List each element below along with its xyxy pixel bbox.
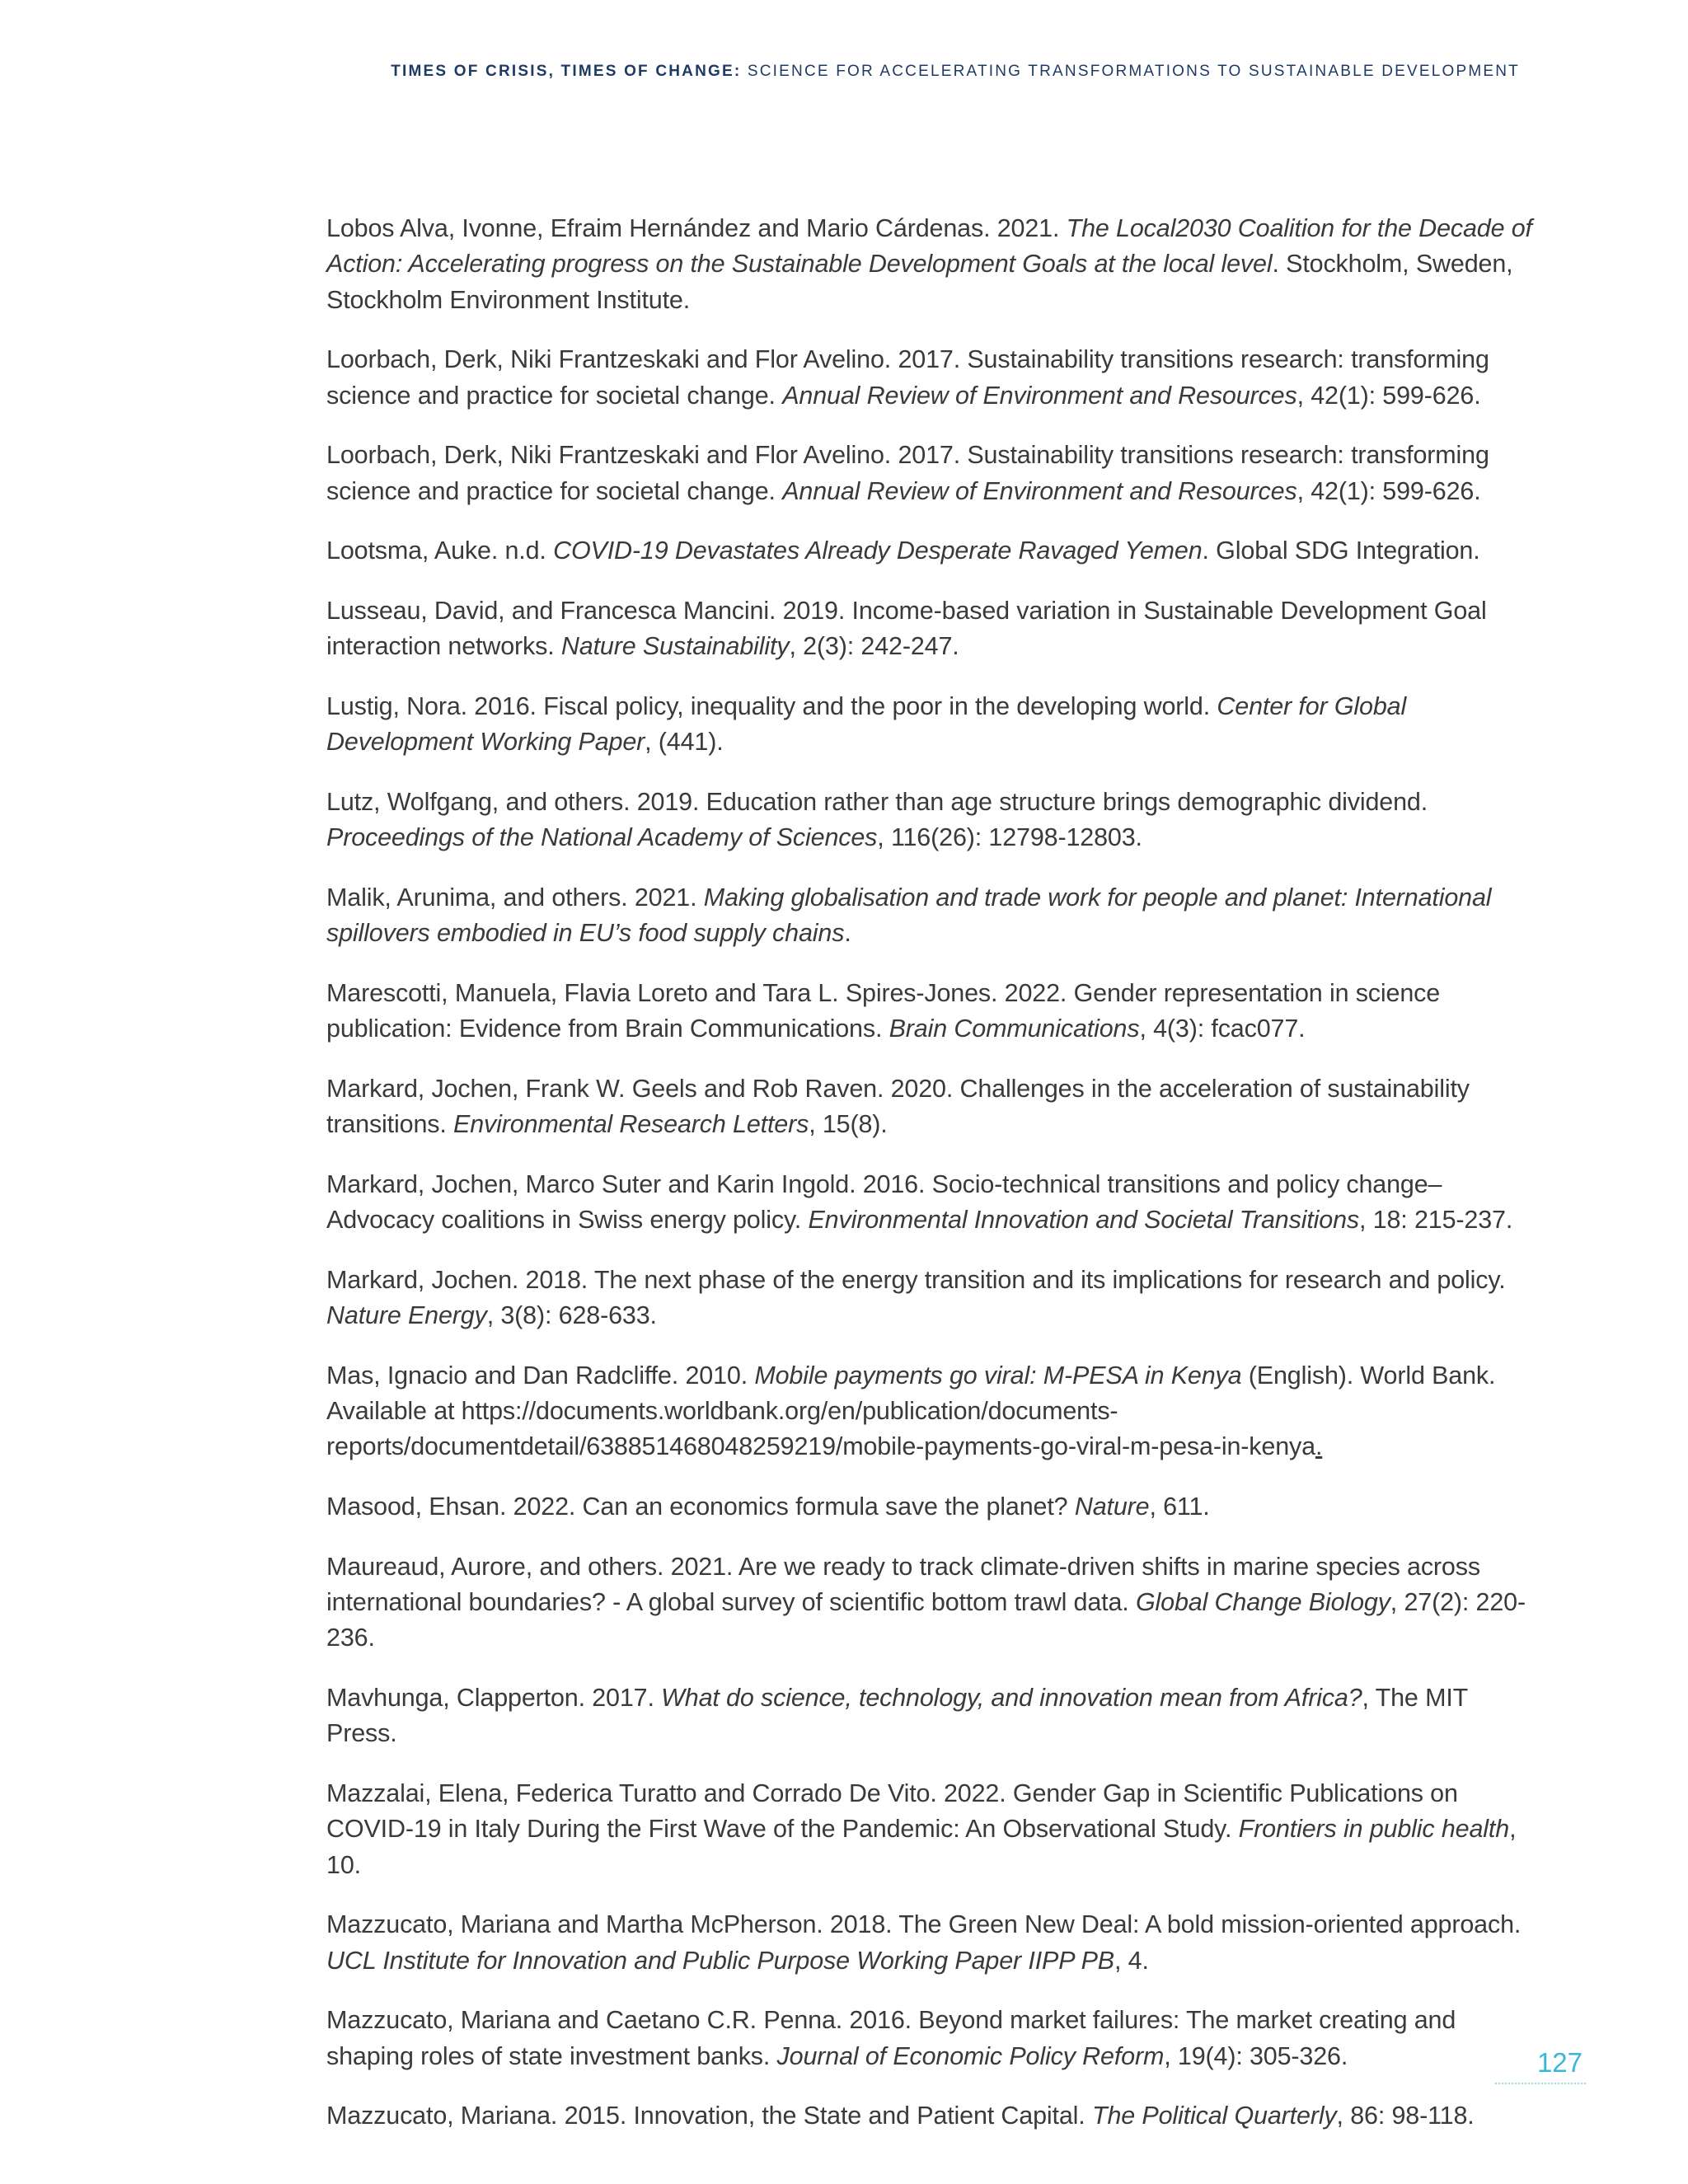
reference-entry: Mazzucato, Mariana and Caetano C.R. Penna. 2016. Beyond market failures: The market creating and shaping roles of state investment banks. Journal of Economic Policy Reform, 19(4): 305-326. — [326, 2006, 1456, 2070]
reference-entry: Lustig, Nora. 2016. Fiscal policy, inequality and the poor in the developing world. Center for Global Development Working Paper, (441). — [326, 691, 1407, 757]
page-number: 127 — [1536, 2047, 1582, 2078]
reference-entry: Markard, Jochen. 2018. The next phase of the energy transition and its implications for research and policy. Nature Energy, 3(8): 628-633. — [326, 1265, 1506, 1330]
reference-entry: Mazzucato, Mariana and Martha McPherson. 2018. The Green New Deal: A bold mission-oriented approach. UCL Institute for Innovation and Public Purpose Working Paper IIPP PB, 4. — [326, 1910, 1522, 1975]
reference-entry: Lobos Alva, Ivonne, Efraim Hernández and Mario Cárdenas. 2021. The Local2030 Coalition for the Decade of Action: Accelerating progress on the Sustainable Development Goals at the local level. Stockholm, Sweden, Stockholm Environment Institute. — [326, 214, 1532, 314]
running-header-subtitle: SCIENCE FOR ACCELERATING TRANSFORMATIONS TO SUSTAINABLE DEVELOPMENT — [747, 63, 1520, 80]
reference-entry: Mas, Ignacio and Dan Radcliffe. 2010. Mobile payments go viral: M-PESA in Kenya (English). World Bank. Available at https://documents.worldbank.org/en/publication/documents-reports/documentdetail/638851468048259219/mobile-payments-go-viral-m-pesa-in-kenya. — [326, 1361, 1496, 1461]
reference-entry: Masood, Ehsan. 2022. Can an economics formula save the planet? Nature, 611. — [326, 1493, 1210, 1521]
reference-entry: Maureaud, Aurore, and others. 2021. Are we ready to track climate-driven shifts in marine species across international boundaries? - A global survey of scientific bottom trawl data. Global Change Biology, 27(2): 220-236. — [326, 1552, 1526, 1652]
reference-entry: Lutz, Wolfgang, and others. 2019. Education rather than age structure brings demographic dividend. Proceedings of the National Academy of Sciences, 116(26): 12798-12803. — [326, 787, 1428, 852]
page-number-rule — [1495, 2083, 1586, 2084]
reference-entry: Lootsma, Auke. n.d. COVID-19 Devastates Already Desperate Ravaged Yemen. Global SDG Integration. — [326, 537, 1480, 565]
reference-entry: Markard, Jochen, Frank W. Geels and Rob Raven. 2020. Challenges in the acceleration of sustainability transitions. Environmental Research Letters, 15(8). — [326, 1074, 1470, 1139]
running-header-title: TIMES OF CRISIS, TIMES OF CHANGE: — [391, 63, 742, 80]
reference-url[interactable]: (English). World Bank. Available at https://documents.worldbank.org/en/publication/documents-reports/documentdetail/638851468048259219/mobile-payments-go-viral-m-pesa-in-kenya — [326, 1361, 1496, 1461]
reference-entry: Loorbach, Derk, Niki Frantzeskaki and Flor Avelino. 2017. Sustainability transitions research: transforming science and practice for societal change. Annual Review of Environment and Resources, 42(1): 599-626. — [326, 345, 1489, 410]
reference-list — [326, 211, 1535, 2158]
reference-entry: Loorbach, Derk, Niki Frantzeskaki and Flor Avelino. 2017. Sustainability transitions research: transforming science and practice for societal change. Annual Review of Environment and Resources, 42(1): 599-626. — [326, 441, 1489, 505]
reference-entry: Marescotti, Manuela, Flavia Loreto and Tara L. Spires-Jones. 2022. Gender representation in science publication: Evidence from Brain Communications. Brain Communications, 4(3): fcac077. — [326, 978, 1441, 1043]
reference-entry: Mazzucato, Mariana. 2015. Innovation, the State and Patient Capital. The Political Quarterly, 86: 98-118. — [326, 2102, 1475, 2130]
reference-entry: Mazzalai, Elena, Federica Turatto and Corrado De Vito. 2022. Gender Gap in Scientific Publications on COVID-19 in Italy During the First Wave of the Pandemic: An Observational Study. Frontiers in public health, 10. — [326, 1779, 1517, 1879]
reference-entry: Markard, Jochen, Marco Suter and Karin Ingold. 2016. Socio-technical transitions and policy change–Advocacy coalitions in Swiss energy policy. Environmental Innovation and Societal Transitions, 18: 215-237. — [326, 1169, 1513, 1235]
reference-entry: Lusseau, David, and Francesca Mancini. 2019. Income-based variation in Sustainable Development Goal interaction networks. Nature Sustainability, 2(3): 242-247. — [326, 596, 1487, 661]
reference-entry: Mavhunga, Clapperton. 2017. What do science, technology, and innovation mean from Africa?, The MIT Press. — [326, 1684, 1468, 1748]
reference-entry: Malik, Arunima, and others. 2021. Making globalisation and trade work for people and planet: International spillovers embodied in EU’s food supply chains. — [326, 883, 1492, 948]
running-header — [391, 63, 1520, 81]
